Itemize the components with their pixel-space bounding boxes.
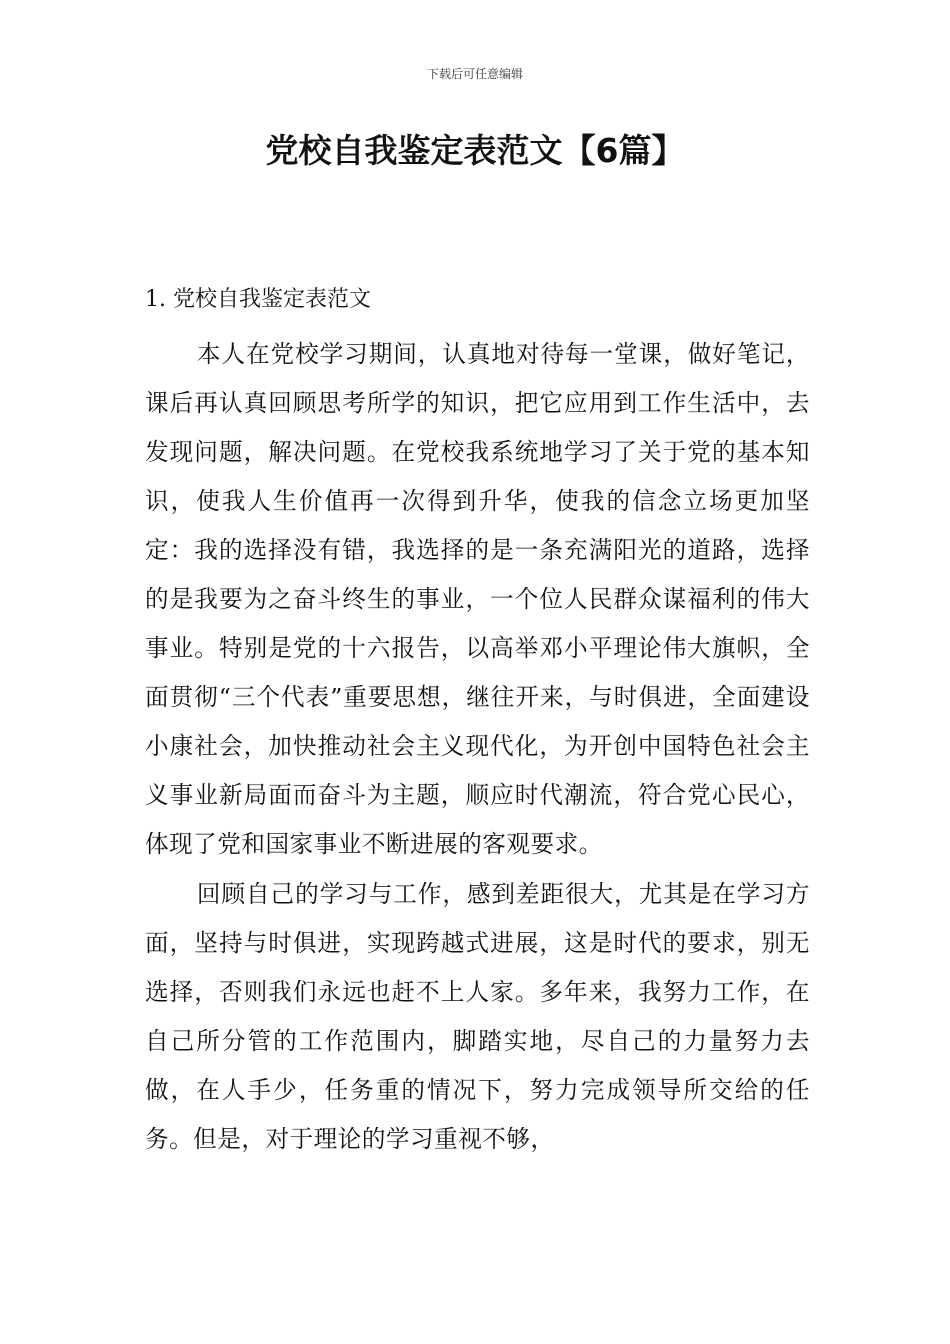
body-paragraph: 回顾自己的学习与工作，感到差距很大，尤其是在学习方面，坚持与时俱进，实现跨越式进展，这是时代的要求，别无选择，否则我们永远也赶不上人家。多年来，我努力工作，在自己所分管的工作范围内，脚踏实地，尽自己的力量努力去做，在人手少，任务重的情况下，努力完成领导所交给的任务。但是，对于理论的学习重视不够， bbox=[145, 880, 810, 1153]
document-body bbox=[145, 282, 810, 1164]
section-heading: 1. 党校自我鉴定表范文 bbox=[145, 287, 371, 312]
body-paragraph: 本人在党校学习期间，认真地对待每一堂课，做好笔记，课后再认真回顾思考所学的知识，把它应用到工作生活中，去发现问题，解决问题。在党校我系统地学习了关于党的基本知识，使我人生价值再一次得到升华，使我的信念立场更加坚定：我的选择没有错，我选择的是一条充满阳光的道路，选择的是我要为之奋斗终生的事业，一个位人民群众谋福利的伟大事业。特别是党的十六报告，以高举邓小平理论伟大旗帜，全面贯彻“三个代表”重要思想，继往开来，与时俱进，全面建设小康社会，加快推动社会主义现代化，为开创中国特色社会主义事业新局面而奋斗为主题，顺应时代潮流，符合党心民心，体现了党和国家事业不断进展的客观要求。 bbox=[145, 340, 810, 858]
document-title: 党校自我鉴定表范文【6篇】 bbox=[265, 131, 685, 170]
header-note: 下载后可任意编辑 bbox=[426, 67, 523, 81]
